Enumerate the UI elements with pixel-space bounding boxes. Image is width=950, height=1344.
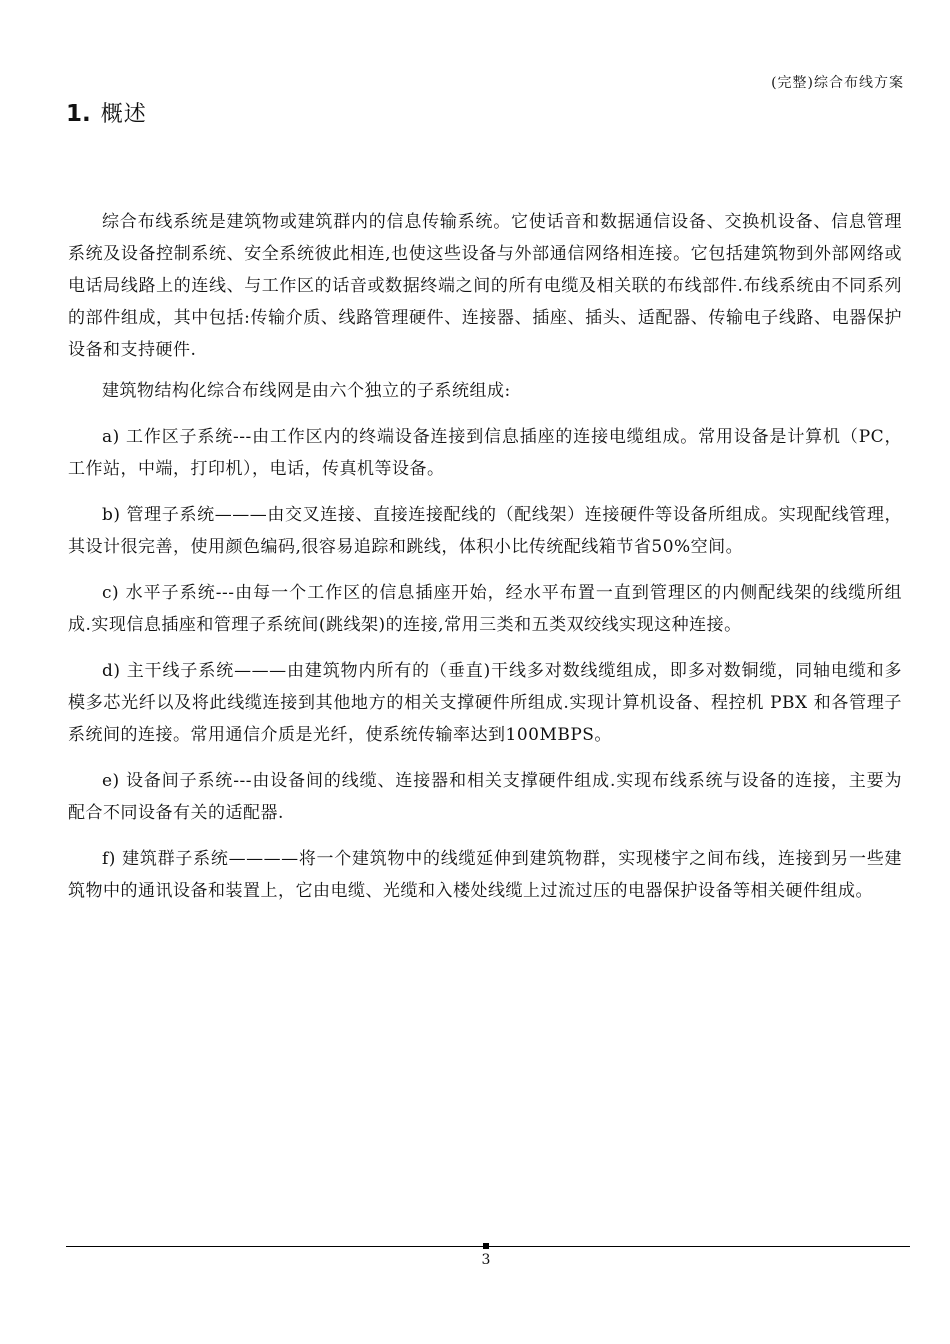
section-heading: [66, 97, 147, 128]
section-title: 概述: [100, 102, 147, 127]
document-body: [68, 206, 902, 907]
subsystems-intro-paragraph: 建筑物结构化综合布线网是由六个独立的子系统组成:: [102, 381, 511, 401]
subsystem-e-paragraph: e) 设备间子系统---由设备间的线缆、连接器和相关支撑硬件组成.实现布线系统与设备的连接，主要为配合不同设备有关的适配器.: [68, 771, 902, 823]
subsystem-f-paragraph: f) 建筑群子系统————将一个建筑物中的线缆延伸到建筑物群，实现楼宇之间布线，连接到另一些建筑物中的通讯设备和装置上，它由电缆、光缆和入楼处线缆上过流过压的电器保护设备等相关硬件组成。: [68, 849, 902, 901]
intro-paragraph: 综合布线系统是建筑物或建筑群内的信息传输系统。它使话音和数据通信设备、交换机设备、信息管理系统及设备控制系统、安全系统彼此相连,也使这些设备与外部通信网络相连接。它包括建筑物到外部网络或电话局线路上的连线、与工作区的话音或数据终端之间的所有电缆及相关联的布线部件.布线系统由不同系列的部件组成，其中包括:传输介质、线路管理硬件、连接器、插座、插头、适配器、传输电子线路、电器保护设备和支持硬件.: [68, 212, 902, 360]
subsystem-c-paragraph: c) 水平子系统---由每一个工作区的信息插座开始，经水平布置一直到管理区的内侧配线架的线缆所组成.实现信息插座和管理子系统间(跳线架)的连接,常用三类和五类双绞线实现这种连接。: [68, 583, 902, 635]
section-number: 1.: [66, 101, 91, 127]
document-header: (完整)综合布线方案: [771, 75, 904, 91]
subsystem-b-paragraph: b) 管理子系统———由交叉连接、直接连接配线的（配线架）连接硬件等设备所组成。实现配线管理，其设计很完善，使用颜色编码,很容易追踪和跳线，体积小比传统配线箱节省50%空间。: [68, 505, 902, 557]
footer-marker: [483, 1243, 489, 1249]
page-number: 3: [481, 1252, 491, 1268]
subsystem-a-paragraph: a) 工作区子系统---由工作区内的终端设备连接到信息插座的连接电缆组成。常用设备是计算机（PC，工作站，中端，打印机），电话，传真机等设备。: [68, 427, 902, 479]
subsystem-d-paragraph: d) 主干线子系统———由建筑物内所有的（垂直)干线多对数线缆组成，即多对数铜缆，同轴电缆和多模多芯光纤以及将此线缆连接到其他地方的相关支撑硬件所组成.实现计算机设备、程控机 PBX 和各管理子系统间的连接。常用通信介质是光纤，使系统传输率达到100MBPS。: [68, 661, 902, 745]
